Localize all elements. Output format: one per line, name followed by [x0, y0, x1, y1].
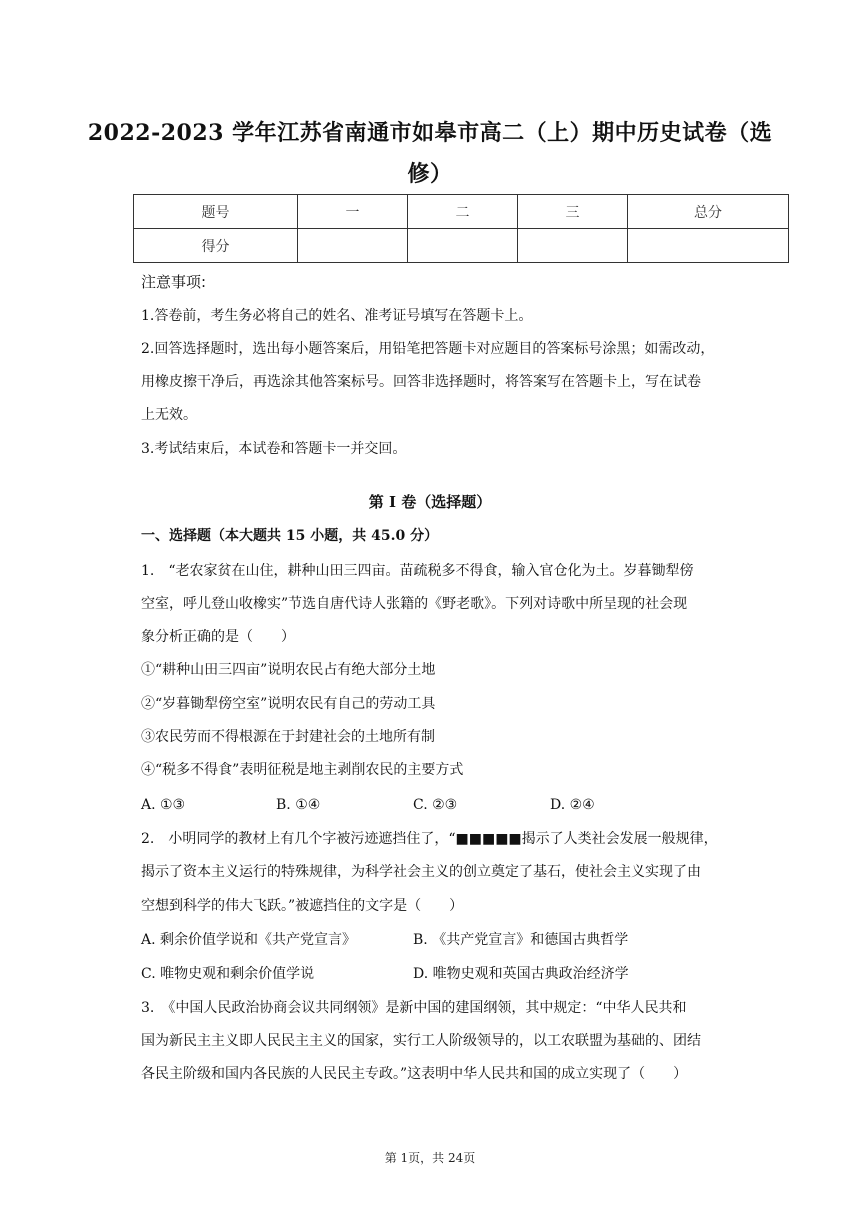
score-cell-part-1[interactable] [298, 229, 408, 263]
header-cell-part-1: 一 [298, 195, 408, 229]
q3-line-2: 国为新民主主义即人民民主主义的国家，实行工人阶级领导的，以工农联盟为基础的、团结 [141, 1033, 701, 1049]
notice-line-4: 上无效。 [141, 407, 197, 423]
q1-option-c[interactable]: C. ②③ [413, 797, 458, 813]
header-cell-part-2: 二 [408, 195, 518, 229]
q1-option-a[interactable]: A. ①③ [141, 797, 186, 813]
q2-option-a[interactable]: A. 剩余价值学说和《共产党宣言》 [141, 932, 357, 948]
q1-line-2: 空室，呼儿登山收橡实”节选自唐代诗人张籍的《野老歌》。下列对诗歌中所呈现的社会现 [141, 596, 688, 612]
notice-line-3: 用橡皮擦干净后，再选涂其他答案标号。回答非选择题时，将答案写在答题卡上，写在试卷 [141, 374, 701, 390]
score-cell-part-3[interactable] [518, 229, 628, 263]
q1-option-b[interactable]: B. ①④ [276, 797, 321, 813]
q2-line-3: 空想到科学的伟大飞跃。”被遮挡住的文字是（ ） [141, 898, 464, 914]
q2-option-d[interactable]: D. 唯物史观和英国古典政治经济学 [413, 966, 629, 982]
header-cell-total: 总分 [628, 195, 789, 229]
exam-title-line-1: 2022-2023 学年江苏省南通市如皋市高二（上）期中历史试卷（选 [87, 120, 773, 146]
q3-line-1: 3. 《中国人民政治协商会议共同纲领》是新中国的建国纲领，其中规定：“中华人民共和 [141, 1000, 687, 1016]
score-table-header-row [134, 195, 789, 229]
header-cell-question-no: 题号 [134, 195, 298, 229]
q1-line-1: 1. “老农家贫在山住，耕种山田三四亩。苗疏税多不得食，输入官仓化为土。岁暮锄犁傍 [141, 563, 694, 579]
exam-title-line-2: 修） [407, 161, 453, 187]
score-table [133, 194, 789, 263]
q1-statement-2: ②“岁暮锄犁傍空室”说明农民有自己的劳动工具 [141, 696, 436, 712]
q1-line-3: 象分析正确的是（ ） [141, 629, 295, 645]
q1-option-d[interactable]: D. ②④ [550, 797, 595, 813]
notice-line-2: 2.回答选择题时，选出每小题答案后，用铅笔把答题卡对应题目的答案标号涂黑；如需改动， [141, 341, 715, 357]
page-footer: 第 1页，共 24页 [384, 1151, 476, 1165]
notice-line-5: 3.考试结束后，本试卷和答题卡一并交回。 [141, 441, 407, 457]
q2-line-2: 揭示了资本主义运行的特殊规律，为科学社会主义的创立奠定了基石，使社会主义实现了由 [141, 864, 701, 880]
header-cell-part-3: 三 [518, 195, 628, 229]
q1-statement-1: ①“耕种山田三四亩”说明农民占有绝大部分土地 [141, 662, 436, 678]
q1-statement-3: ③农民劳而不得根源在于封建社会的土地所有制 [141, 729, 435, 745]
score-row-label: 得分 [134, 229, 298, 263]
notice-heading: 注意事项: [141, 273, 207, 291]
section-title: 第 I 卷（选择题） [368, 493, 492, 511]
score-cell-part-2[interactable] [408, 229, 518, 263]
score-table-score-row [134, 229, 789, 263]
q2-option-b[interactable]: B. 《共产党宣言》和德国古典哲学 [413, 932, 629, 948]
score-cell-total[interactable] [628, 229, 789, 263]
q1-statement-4: ④“税多不得食”表明征税是地主剥削农民的主要方式 [141, 762, 464, 778]
q2-line-1: 2. 小明同学的教材上有几个字被污迹遮挡住了，“■■■■■揭示了人类社会发展一般规律， [141, 831, 718, 847]
part-heading: 一、选择题（本大题共 15 小题，共 45.0 分） [141, 528, 439, 544]
q2-option-c[interactable]: C. 唯物史观和剩余价值学说 [141, 966, 315, 982]
q3-line-3: 各民主阶级和国内各民族的人民民主专政。”这表明中华人民共和国的成立实现了（ ） [141, 1066, 688, 1082]
notice-line-1: 1.答卷前，考生务必将自己的姓名、准考证号填写在答题卡上。 [141, 308, 533, 324]
